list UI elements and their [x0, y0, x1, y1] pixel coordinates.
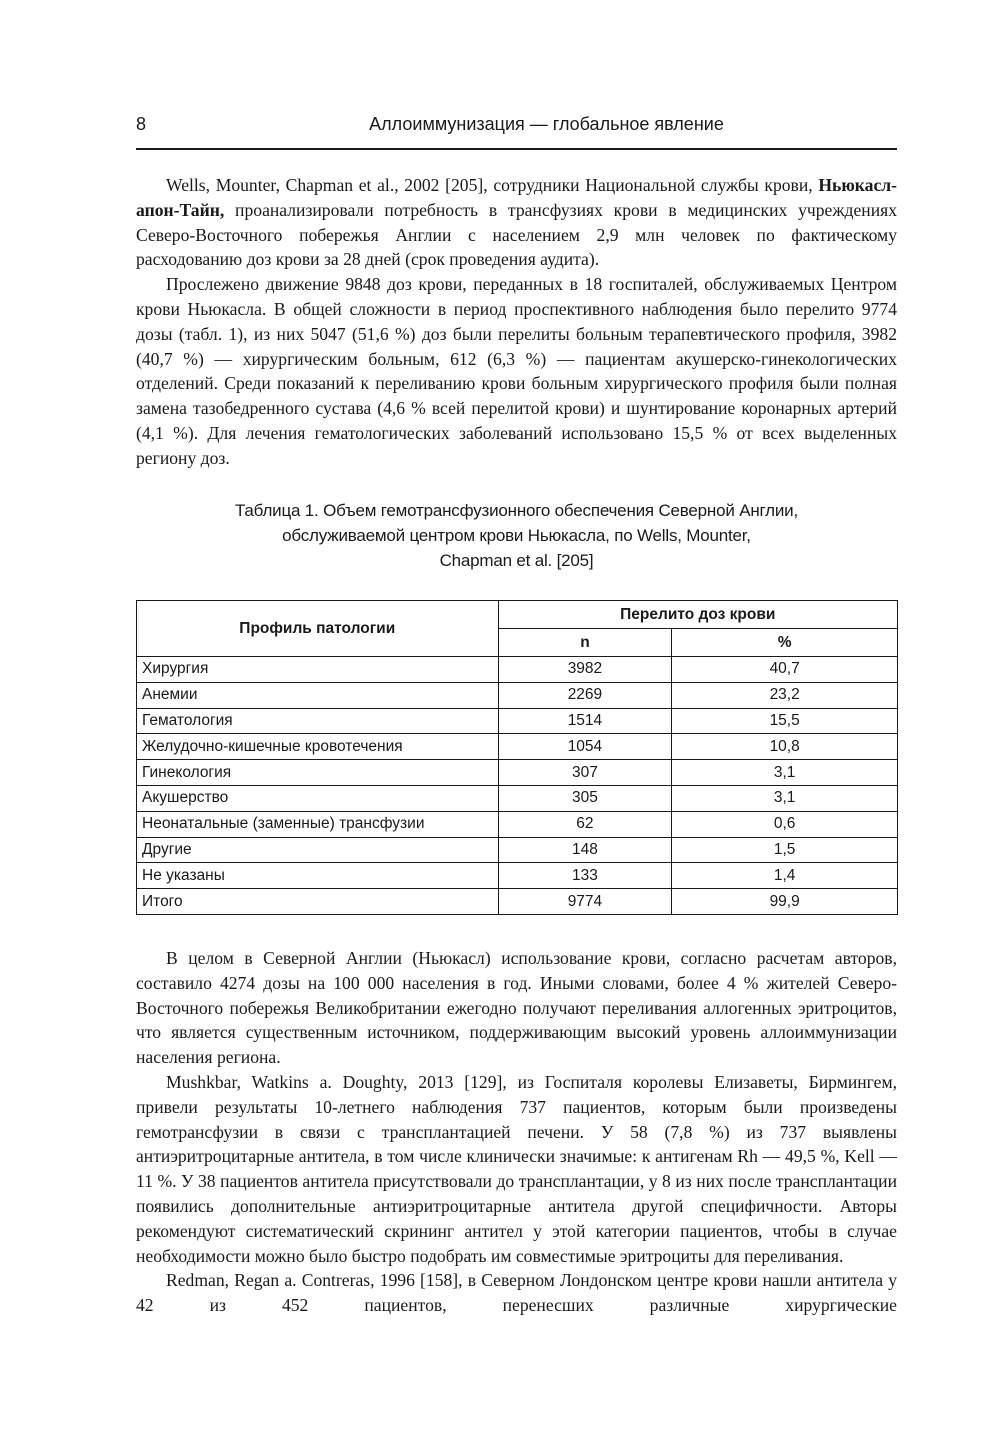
table-row: [137, 682, 898, 708]
cell-profile: Хирургия: [137, 657, 499, 683]
paragraph-redman: Redman, Regan a. Contreras, 1996 [158], в Северном Лондонском центре крови нашли антитела у 42 из 452 пациентов, перенесших различные хирургические: [136, 1270, 897, 1316]
header-percent: %: [672, 629, 898, 657]
paragraph-traced-doses: Прослежено движение 9848 доз крови, переданных в 18 госпиталей, обслуживаемых Центром крови Ньюкасла. В общей сложности в период проспективного наблюдения было перелито 9774 дозы (табл. 1), из них 5047 (51,6 %) доз были перелиты больным терапевтического профиля, 3982 (40,7 %) — хирургическим больным, 612 (6,3 %) — пациентам акушерско-гинекологических отделений. Среди показаний к переливанию крови больным хирургического профиля были полная замена тазобедренного сустава (4,6 % всей перелитой крови) и шунтирование коронарных артерий (4,1 %). Для лечения гематологических заболеваний использовано 15,5 % от всех выделенных региону доз.: [136, 274, 897, 468]
cell-n: 2269: [498, 682, 672, 708]
cell-percent: 10,8: [672, 734, 898, 760]
cell-n: 62: [498, 811, 672, 837]
table-row: [137, 734, 898, 760]
paragraph-text: проанализировали потребность в трансфузиях крови в медицинских учреждениях Северо-Восточного побережья Англии с населением 2,9 млн человек по фактическому расходованию доз крови за 28 дней (срок проведения аудита).: [136, 199, 897, 270]
cell-percent: 15,5: [672, 708, 898, 734]
cell-n: 305: [498, 785, 672, 811]
running-header: [136, 112, 897, 144]
cell-percent: 99,9: [672, 889, 898, 915]
table-row: [137, 863, 898, 889]
table-row: [137, 811, 898, 837]
cell-profile: Итого: [137, 889, 499, 915]
cell-n: 148: [498, 837, 672, 863]
table-caption: [136, 498, 897, 573]
cell-percent: 3,1: [672, 785, 898, 811]
paragraph-mushkbar: Mushkbar, Watkins a. Doughty, 2013 [129], из Госпиталя королевы Елизаветы, Бирмингем, привели результаты 10-летнего наблюдения 737 пациентов, которым были произведены гемотрансфузии в связи с трансплантацией печени. У 58 (7,8 %) из 737 выявлены антиэритроцитарные антитела, в том числе клинически значимые: к антигенам Rh — 49,5 %, Kell — 11 %. У 38 пациентов антитела присутствовали до трансплантации, у 8 из них после трансплантации появились дополнительные антиэритроцитарные антитела другой специфичности. Авторы рекомендуют систематический скрининг антител у этой категории пациентов, чтобы в случае необходимости можно было быстро подобрать им совместимые эритроциты для переливания.: [136, 1071, 897, 1266]
cell-percent: 23,2: [672, 682, 898, 708]
table-row: [137, 837, 898, 863]
caption-line: обслуживаемой центром крови Ньюкасла, по Wells, Mounter,: [282, 526, 751, 545]
cell-n: 1054: [498, 734, 672, 760]
cell-profile: Анемии: [137, 682, 499, 708]
header-transfused-doses: Перелито доз крови: [498, 601, 897, 629]
bold-place-name: Ньюкасл-апон-Тайн,: [136, 175, 897, 220]
caption-line: Chapman et al. [205]: [439, 551, 594, 570]
table-row: [137, 708, 898, 734]
table-row: [137, 785, 898, 811]
paragraph-wells: [136, 173, 897, 272]
cell-n: 1514: [498, 708, 672, 734]
page-number: 8: [136, 114, 147, 134]
running-title: Аллоиммунизация — глобальное явление: [369, 114, 724, 134]
cell-percent: 3,1: [672, 760, 898, 786]
header-profile: Профиль патологии: [137, 601, 499, 657]
cell-percent: 0,6: [672, 811, 898, 837]
cell-percent: 1,4: [672, 863, 898, 889]
paragraph-summary: В целом в Северной Англии (Ньюкасл) использование крови, согласно расчетам авторов, составило 4274 дозы на 100 000 населения в год. Иными словами, более 4 % жителей Северо-Восточного побережья Великобритании ежегодно получают переливания аллогенных эритроцитов, что является существенным источником, поддерживающим высокий уровень аллоиммунизации населения региона.: [136, 948, 897, 1068]
text-block-after-table: [136, 946, 897, 1318]
table-row-total: [137, 889, 898, 915]
cell-percent: 40,7: [672, 657, 898, 683]
paragraph-text: Wells, Mounter, Chapman et al., 2002 [205], сотрудники Национальной службы крови,: [166, 175, 819, 195]
cell-profile: Желудочно-кишечные кровотечения: [137, 734, 499, 760]
cell-n: 307: [498, 760, 672, 786]
caption-line: Таблица 1. Объем гемотрансфузионного обеспечения Северной Англии,: [235, 501, 798, 520]
text-block-intro: [136, 173, 897, 471]
cell-profile: Не указаны: [137, 863, 499, 889]
cell-percent: 1,5: [672, 837, 898, 863]
cell-n: 3982: [498, 657, 672, 683]
cell-profile: Другие: [137, 837, 499, 863]
cell-profile: Неонатальные (заменные) трансфузии: [137, 811, 499, 837]
cell-n: 9774: [498, 889, 672, 915]
cell-profile: Гематология: [137, 708, 499, 734]
table-row: [137, 657, 898, 683]
cell-profile: Акушерство: [137, 785, 499, 811]
cell-n: 133: [498, 863, 672, 889]
header-rule: [136, 148, 897, 150]
transfusion-table: [136, 600, 898, 915]
table-row: [137, 760, 898, 786]
cell-profile: Гинекология: [137, 760, 499, 786]
header-n: n: [498, 629, 672, 657]
